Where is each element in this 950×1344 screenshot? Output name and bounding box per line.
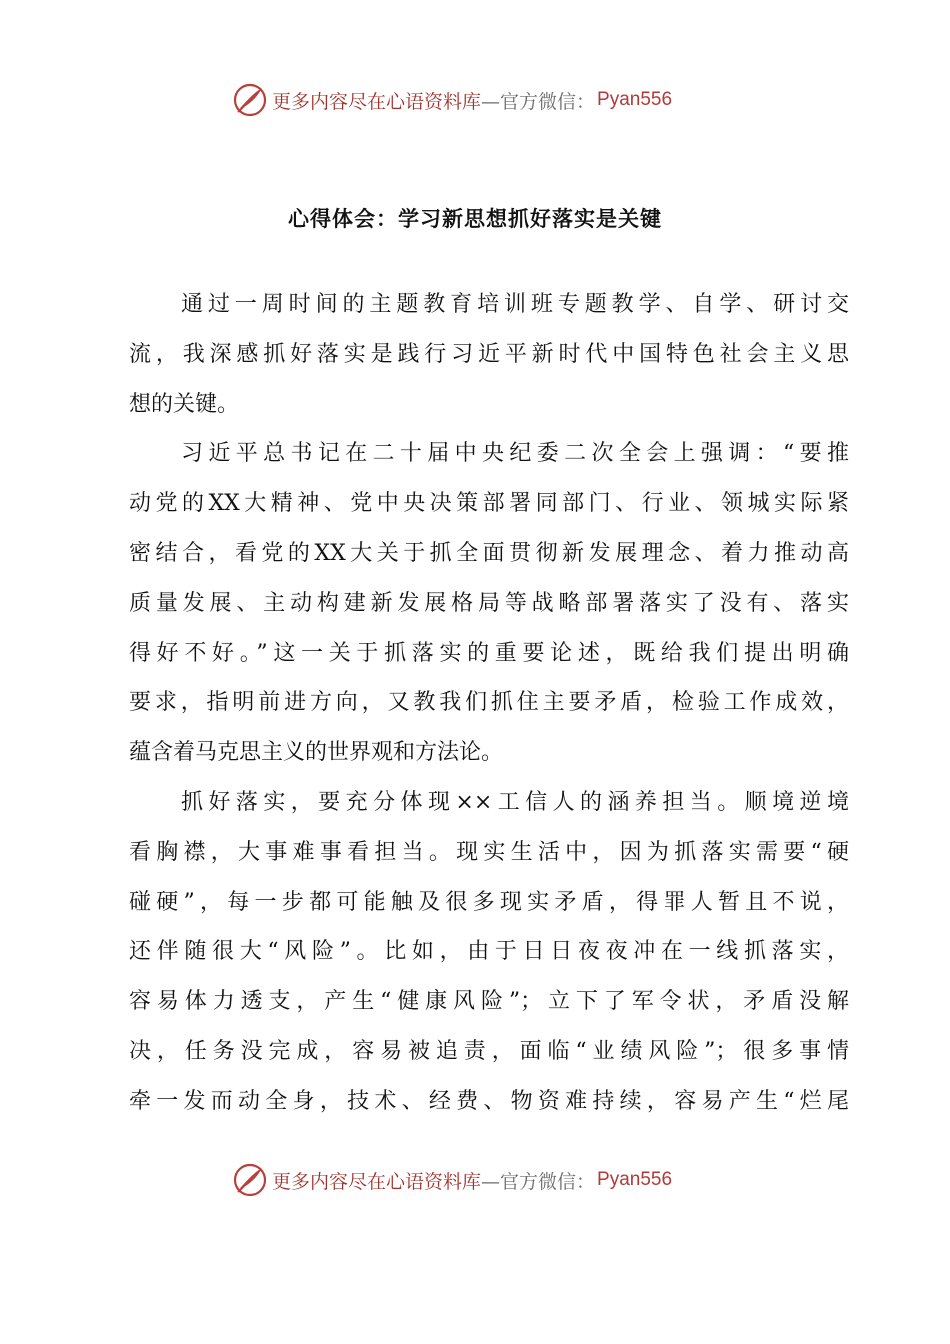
paragraph-line: 密结合，看党的XX大关于抓全面贯彻新发展理念、着力推动高 — [129, 540, 849, 566]
paragraph-line: 看胸襟，大事难事看担当。现实生活中，因为抓落实需要“硬 — [129, 839, 849, 865]
paragraph-line: 得好不好。”这一关于抓落实的重要论述，既给我们提出明确 — [129, 640, 849, 666]
paragraph-line: 抓好落实，要充分体现××工信人的涵养担当。顺境逆境 — [181, 789, 849, 815]
paragraph-line: 习近平总书记在二十届中央纪委二次全会上强调：“要推 — [181, 441, 849, 467]
document-title: 心得体会：学习新思想抓好落实是关键 — [288, 207, 662, 231]
paragraph-line: 想的关键。 — [129, 391, 240, 417]
paragraph-3 — [129, 778, 849, 1127]
header-watermark-banner — [0, 78, 950, 126]
paragraph-line: 要求，指明前进方向，又教我们抓住主要矛盾，检验工作成效， — [129, 690, 849, 716]
paragraph-line: 容易体力透支，产生“健康风险”；立下了军令状，矛盾没解 — [129, 989, 849, 1015]
paragraph-line: 通过一周时间的主题教育培训班专题教学、自学、研讨交 — [181, 292, 849, 317]
banner-brand-text: 更多内容尽在心语资料库 — [272, 1170, 482, 1193]
banner-label-text: —官方微信： — [481, 1170, 596, 1193]
paragraph-line: 蕴含着马克思主义的世界观和方法论。 — [129, 740, 504, 766]
paragraph-line: 牵一发而动全身，技术、经费、物资难持续，容易产生“烂尾 — [129, 1088, 849, 1114]
paragraph-1 — [129, 280, 849, 429]
paragraph-line: 碰硬”，每一步都可能触及很多现实矛盾，得罪人暂且不说， — [129, 889, 849, 915]
quill-logo-icon — [232, 82, 268, 118]
paragraph-line: 流，我深感抓好落实是践行习近平新时代中国特色社会主义思 — [129, 341, 849, 367]
banner-wechat-id: Pyan556 — [597, 1169, 673, 1190]
banner-label-text: —官方微信： — [481, 90, 596, 113]
quill-logo-icon — [232, 1162, 268, 1198]
paragraph-line: 还伴随很大“风险”。比如，由于日日夜夜冲在一线抓落实， — [129, 939, 849, 965]
paragraph-line: 动党的XX大精神、党中央决策部署同部门、行业、领城实际紧 — [129, 491, 849, 517]
banner-brand-text: 更多内容尽在心语资料库 — [272, 90, 482, 113]
footer-watermark-banner — [0, 1158, 950, 1206]
paragraph-line: 质量发展、主动构建新发展格局等战略部署落实了没有、落实 — [129, 590, 849, 616]
paragraph-line: 决，任务没完成，容易被追责，面临“业绩风险”；很多事情 — [129, 1038, 849, 1064]
document-body — [129, 280, 849, 1127]
paragraph-2 — [129, 429, 849, 778]
banner-wechat-id: Pyan556 — [597, 89, 673, 110]
